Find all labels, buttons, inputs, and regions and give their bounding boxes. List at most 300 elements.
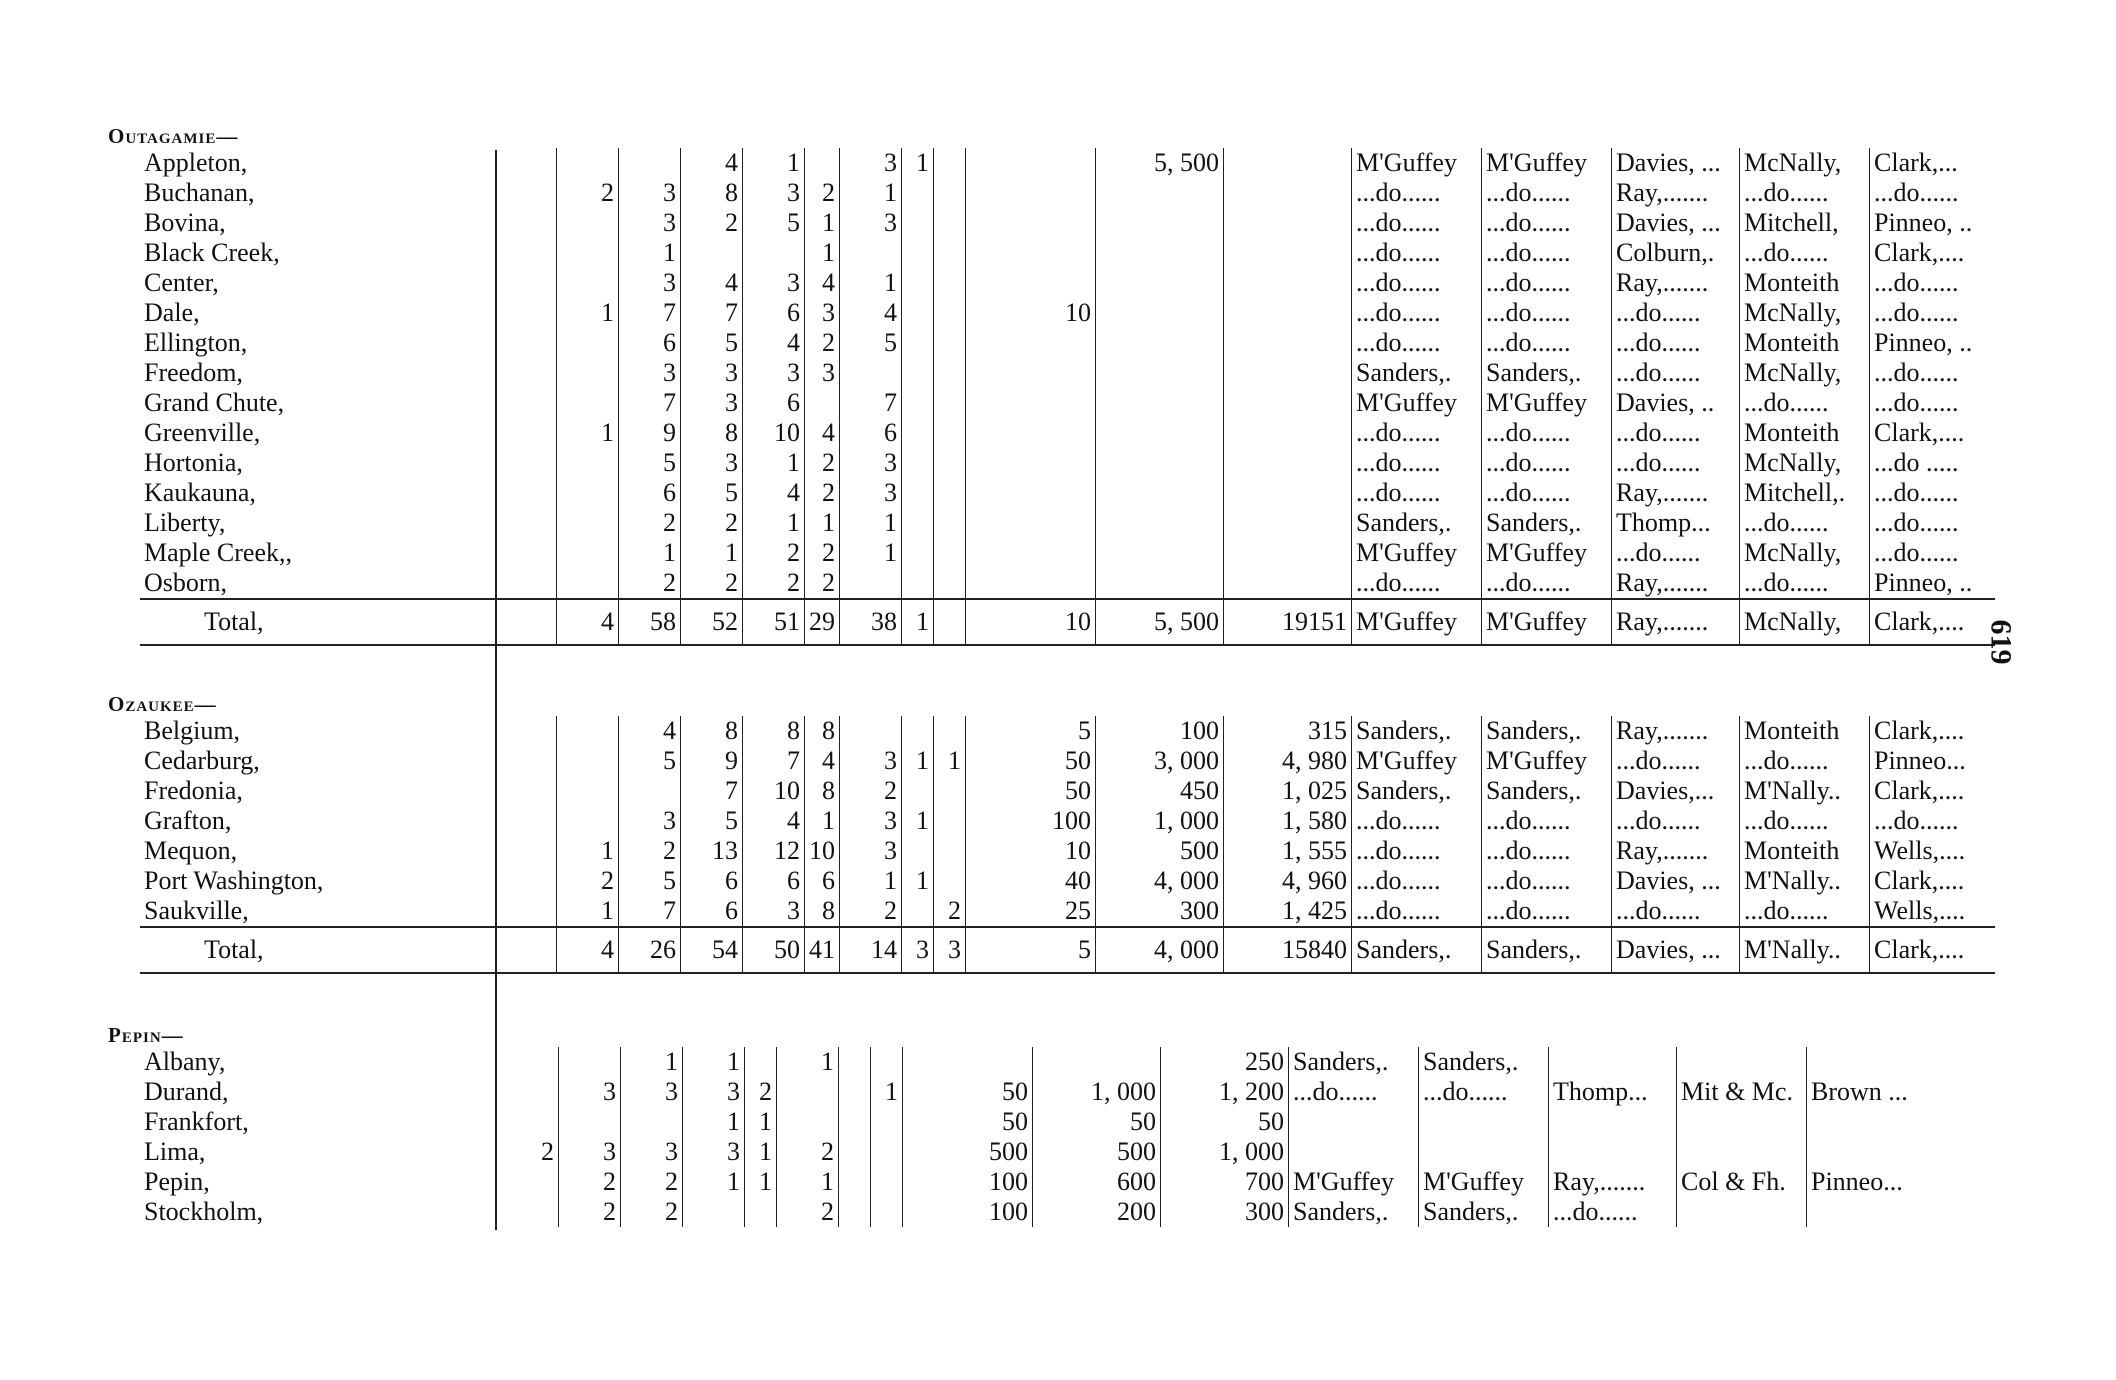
number-cell: 2 (805, 568, 840, 599)
textbook-cell: ...do...... (1352, 418, 1482, 448)
number-cell: 3 (840, 836, 902, 866)
number-cell: 25 (966, 896, 1096, 927)
table-row (140, 208, 1995, 238)
table-row (140, 1197, 1932, 1227)
textbook-cell: ...do...... (1482, 478, 1612, 508)
number-cell (902, 358, 934, 388)
number-cell (934, 866, 966, 896)
number-cell (966, 268, 1096, 298)
town-name: Lima, (144, 1137, 206, 1166)
textbook-cell: ...do...... (1740, 896, 1870, 927)
textbook-cell: ...do...... (1352, 328, 1482, 358)
table-row (140, 866, 1995, 896)
textbook-cell: ...do...... (1352, 896, 1482, 927)
number-cell (1096, 238, 1224, 268)
table-row (140, 806, 1995, 836)
number-cell (839, 1167, 871, 1197)
number-cell: 2 (805, 478, 840, 508)
number-cell (903, 1047, 1033, 1077)
number-cell: 15840 (1224, 927, 1352, 973)
textbook-cell: Clark,.... (1870, 599, 1995, 645)
number-cell: 7 (840, 388, 902, 418)
number-cell: 1 (902, 148, 934, 178)
number-cell: 2 (777, 1197, 839, 1227)
number-cell: 100 (903, 1167, 1033, 1197)
table-row (140, 328, 1995, 358)
number-cell (557, 776, 619, 806)
number-cell (840, 568, 902, 599)
textbook-cell: Sanders,. (1352, 716, 1482, 746)
textbook-cell: Sanders,. (1352, 776, 1482, 806)
textbook-cell: Clark,.... (1870, 866, 1995, 896)
number-cell (497, 1047, 559, 1077)
number-cell: 1 (840, 268, 902, 298)
number-cell: 5 (619, 866, 681, 896)
textbook-cell: ...do...... (1740, 388, 1870, 418)
number-cell: 6 (805, 866, 840, 896)
textbook-cell: Pinneo, .. (1870, 328, 1995, 358)
textbook-cell (1549, 1107, 1677, 1137)
number-cell: 3 (805, 298, 840, 328)
number-cell: 2 (745, 1077, 777, 1107)
number-cell: 51 (743, 599, 805, 645)
textbook-cell: Mitchell, (1740, 208, 1870, 238)
textbook-cell: ...do...... (1612, 448, 1740, 478)
table-row (140, 178, 1995, 208)
number-cell (934, 716, 966, 746)
textbook-cell: McNally, (1740, 599, 1870, 645)
number-cell: 200 (1033, 1197, 1161, 1227)
textbook-cell: M'Nally.. (1740, 866, 1870, 896)
number-cell: 3 (681, 388, 743, 418)
number-cell: 3 (619, 358, 681, 388)
table-row (140, 568, 1995, 599)
number-cell: 2 (621, 1197, 683, 1227)
number-cell (966, 448, 1096, 478)
textbook-cell: M'Guffey (1352, 388, 1482, 418)
number-cell: 3 (840, 148, 902, 178)
number-cell (1224, 508, 1352, 538)
textbook-cell: ...do...... (1352, 568, 1482, 599)
number-cell: 5 (966, 716, 1096, 746)
textbook-cell: ...do...... (1870, 538, 1995, 568)
number-cell (840, 358, 902, 388)
textbook-cell: ...do...... (1352, 298, 1482, 328)
number-cell (839, 1197, 871, 1227)
number-cell: 7 (619, 298, 681, 328)
textbook-cell: Mitchell,. (1740, 478, 1870, 508)
number-cell (745, 1047, 777, 1077)
textbook-cell (1289, 1107, 1419, 1137)
section-table (140, 716, 1995, 974)
textbook-cell: ...do...... (1740, 806, 1870, 836)
textbook-cell: M'Guffey (1482, 538, 1612, 568)
number-cell (966, 178, 1096, 208)
textbook-cell: Davies, ... (1612, 208, 1740, 238)
textbook-cell: M'Guffey (1352, 599, 1482, 645)
number-cell (871, 1137, 903, 1167)
number-cell: 1 (902, 599, 934, 645)
number-cell (934, 836, 966, 866)
textbook-cell: Davies, .. (1612, 388, 1740, 418)
number-cell: 1 (557, 836, 619, 866)
number-cell (934, 599, 966, 645)
number-cell (902, 568, 934, 599)
number-cell: 1 (840, 866, 902, 896)
number-cell (743, 238, 805, 268)
textbook-cell: Thomp... (1549, 1077, 1677, 1107)
textbook-cell: M'Guffey (1482, 746, 1612, 776)
town-name: Freedom, (144, 358, 243, 387)
number-cell (1224, 478, 1352, 508)
number-cell: 3 (840, 806, 902, 836)
number-cell: 10 (966, 599, 1096, 645)
number-cell (557, 268, 619, 298)
textbook-cell: Ray,....... (1612, 568, 1740, 599)
textbook-cell (1807, 1047, 1932, 1077)
number-cell (557, 478, 619, 508)
number-cell: 3 (902, 927, 934, 973)
textbook-cell: ...do...... (1740, 568, 1870, 599)
number-cell: 4 (557, 599, 619, 645)
number-cell: 52 (681, 599, 743, 645)
textbook-cell: ...do...... (1419, 1077, 1549, 1107)
number-cell (619, 776, 681, 806)
number-cell: 41 (805, 927, 840, 973)
textbook-cell: ...do...... (1870, 178, 1995, 208)
number-cell (1224, 538, 1352, 568)
textbook-cell: Pinneo, .. (1870, 568, 1995, 599)
number-cell (839, 1107, 871, 1137)
number-cell (966, 538, 1096, 568)
number-cell (557, 328, 619, 358)
textbook-cell (1807, 1197, 1932, 1227)
number-cell (966, 568, 1096, 599)
number-cell: 6 (681, 866, 743, 896)
number-cell: 3 (934, 927, 966, 973)
textbook-cell: Sanders,. (1482, 927, 1612, 973)
number-cell (559, 1107, 621, 1137)
textbook-cell (1549, 1137, 1677, 1167)
table-row (140, 268, 1995, 298)
number-cell: 8 (805, 776, 840, 806)
number-cell: 1 (743, 508, 805, 538)
number-cell: 1 (621, 1047, 683, 1077)
textbook-cell: ...do...... (1352, 238, 1482, 268)
number-cell: 2 (559, 1167, 621, 1197)
number-cell (966, 478, 1096, 508)
number-cell: 1, 580 (1224, 806, 1352, 836)
number-cell: 100 (1096, 716, 1224, 746)
number-cell (559, 1047, 621, 1077)
textbook-cell: Ray,....... (1549, 1167, 1677, 1197)
textbook-cell: M'Guffey (1419, 1167, 1549, 1197)
number-cell: 2 (557, 178, 619, 208)
number-cell: 1 (871, 1077, 903, 1107)
number-cell: 7 (619, 896, 681, 927)
number-cell: 8 (805, 896, 840, 927)
number-cell (934, 776, 966, 806)
number-cell: 2 (743, 538, 805, 568)
number-cell (966, 508, 1096, 538)
number-cell: 5, 500 (1096, 599, 1224, 645)
number-cell (934, 418, 966, 448)
number-cell: 2 (681, 568, 743, 599)
town-name: Ellington, (144, 328, 248, 357)
textbook-cell: Clark,.... (1870, 716, 1995, 746)
number-cell (1096, 208, 1224, 238)
textbook-cell: Ray,....... (1612, 268, 1740, 298)
number-cell: 250 (1161, 1047, 1289, 1077)
textbook-cell: ...do...... (1482, 298, 1612, 328)
number-cell (557, 508, 619, 538)
textbook-cell: M'Guffey (1482, 388, 1612, 418)
number-cell: 5 (681, 478, 743, 508)
total-label: Total, (140, 599, 557, 645)
number-cell: 12 (743, 836, 805, 866)
textbook-cell: ...do...... (1352, 866, 1482, 896)
number-cell: 4 (840, 298, 902, 328)
textbook-cell: ...do...... (1612, 746, 1740, 776)
number-cell (871, 1107, 903, 1137)
number-cell (934, 268, 966, 298)
number-cell: 8 (743, 716, 805, 746)
textbook-cell: Clark,.... (1870, 418, 1995, 448)
number-cell: 50 (743, 927, 805, 973)
number-cell (745, 1197, 777, 1227)
number-cell: 2 (497, 1137, 559, 1167)
number-cell: 4 (743, 328, 805, 358)
textbook-cell: Davies, ... (1612, 148, 1740, 178)
textbook-cell: Pinneo... (1870, 746, 1995, 776)
number-cell (1096, 268, 1224, 298)
number-cell (497, 1077, 559, 1107)
number-cell: 1 (805, 508, 840, 538)
town-name: Appleton, (144, 148, 248, 177)
table-row (140, 896, 1995, 927)
textbook-cell: ...do...... (1482, 238, 1612, 268)
number-cell: 1 (557, 418, 619, 448)
number-cell: 1, 425 (1224, 896, 1352, 927)
number-cell: 3, 000 (1096, 746, 1224, 776)
number-cell: 1 (743, 448, 805, 478)
number-cell: 1 (902, 806, 934, 836)
town-name: Stockholm, (144, 1197, 264, 1226)
number-cell: 2 (619, 836, 681, 866)
number-cell (966, 208, 1096, 238)
number-cell: 4 (557, 927, 619, 973)
number-cell (902, 836, 934, 866)
textbook-cell: ...do...... (1482, 866, 1612, 896)
number-cell: 7 (619, 388, 681, 418)
number-cell (557, 208, 619, 238)
number-cell (934, 538, 966, 568)
textbook-cell: ...do...... (1352, 178, 1482, 208)
number-cell: 19151 (1224, 599, 1352, 645)
number-cell (1096, 568, 1224, 599)
textbook-cell: ...do...... (1352, 268, 1482, 298)
table-row (140, 238, 1995, 268)
number-cell: 7 (681, 298, 743, 328)
textbook-cell: Ray,....... (1612, 836, 1740, 866)
number-cell: 1 (777, 1167, 839, 1197)
town-name: Liberty, (144, 508, 226, 537)
textbook-cell: ...do...... (1352, 448, 1482, 478)
number-cell: 8 (681, 418, 743, 448)
textbook-cell: Ray,....... (1612, 716, 1740, 746)
number-cell (1224, 268, 1352, 298)
number-cell: 1 (683, 1107, 745, 1137)
textbook-cell: Ray,....... (1612, 599, 1740, 645)
number-cell: 4, 960 (1224, 866, 1352, 896)
number-cell: 3 (743, 896, 805, 927)
number-cell: 5, 500 (1096, 148, 1224, 178)
textbook-cell: ...do...... (1612, 896, 1740, 927)
textbook-cell: McNally, (1740, 148, 1870, 178)
town-name: Osborn, (144, 568, 228, 597)
number-cell: 100 (903, 1197, 1033, 1227)
textbook-cell: Sanders,. (1419, 1197, 1549, 1227)
textbook-cell: Monteith (1740, 268, 1870, 298)
number-cell (902, 298, 934, 328)
textbook-cell: ...do...... (1740, 746, 1870, 776)
number-cell (1224, 358, 1352, 388)
number-cell (1096, 538, 1224, 568)
number-cell: 6 (743, 866, 805, 896)
number-cell (777, 1077, 839, 1107)
table-row (140, 508, 1995, 538)
town-name: Center, (144, 268, 219, 297)
textbook-cell: ...do...... (1352, 478, 1482, 508)
textbook-cell: Davies, ... (1612, 866, 1740, 896)
number-cell: 1, 025 (1224, 776, 1352, 806)
textbook-cell: M'Nally.. (1740, 776, 1870, 806)
textbook-cell: Clark,.... (1870, 238, 1995, 268)
number-cell (1096, 298, 1224, 328)
table-row (140, 1107, 1932, 1137)
textbook-cell (1807, 1107, 1932, 1137)
textbook-cell: Sanders,. (1482, 508, 1612, 538)
textbook-cell (1677, 1197, 1807, 1227)
number-cell (902, 328, 934, 358)
number-cell: 1 (840, 508, 902, 538)
number-cell (902, 716, 934, 746)
number-cell: 1, 200 (1161, 1077, 1289, 1107)
number-cell: 1 (681, 538, 743, 568)
textbook-cell: ...do...... (1482, 448, 1612, 478)
number-cell (681, 238, 743, 268)
number-cell: 50 (1161, 1107, 1289, 1137)
number-cell (557, 746, 619, 776)
number-cell: 3 (743, 268, 805, 298)
number-cell (805, 388, 840, 418)
number-cell: 1 (902, 866, 934, 896)
number-cell: 4 (805, 418, 840, 448)
number-cell (1096, 388, 1224, 418)
number-cell (934, 238, 966, 268)
table-row (140, 298, 1995, 328)
number-cell: 4, 000 (1096, 927, 1224, 973)
number-cell: 500 (1096, 836, 1224, 866)
textbook-cell: Sanders,. (1352, 358, 1482, 388)
section-title: Outagamie— (108, 124, 239, 148)
number-cell: 2 (840, 776, 902, 806)
number-cell: 2 (557, 866, 619, 896)
textbook-cell: M'Guffey (1352, 538, 1482, 568)
textbook-cell: Davies,... (1612, 776, 1740, 806)
number-cell (683, 1197, 745, 1227)
number-cell: 450 (1096, 776, 1224, 806)
textbook-cell: ...do...... (1870, 358, 1995, 388)
number-cell: 3 (619, 806, 681, 836)
number-cell: 50 (903, 1077, 1033, 1107)
number-cell: 3 (559, 1137, 621, 1167)
textbook-cell: Sanders,. (1352, 508, 1482, 538)
number-cell: 6 (619, 478, 681, 508)
textbook-cell: ...do...... (1870, 268, 1995, 298)
number-cell: 2 (619, 508, 681, 538)
number-cell: 1 (745, 1107, 777, 1137)
number-cell: 5 (743, 208, 805, 238)
textbook-cell: ...do...... (1870, 298, 1995, 328)
page-number: 619 (1984, 619, 2018, 665)
number-cell: 3 (840, 448, 902, 478)
number-cell (1224, 328, 1352, 358)
number-cell (966, 418, 1096, 448)
number-cell: 13 (681, 836, 743, 866)
number-cell: 1 (557, 298, 619, 328)
number-cell (934, 208, 966, 238)
textbook-cell: ...do...... (1352, 806, 1482, 836)
number-cell (934, 806, 966, 836)
number-cell (1224, 238, 1352, 268)
town-name: Fredonia, (144, 776, 243, 805)
town-name: Belgium, (144, 716, 241, 745)
number-cell: 1 (777, 1047, 839, 1077)
number-cell: 1, 000 (1096, 806, 1224, 836)
town-name: Dale, (144, 298, 200, 327)
number-cell: 4 (805, 268, 840, 298)
number-cell (934, 328, 966, 358)
textbook-cell (1419, 1137, 1549, 1167)
textbook-cell: Ray,....... (1612, 178, 1740, 208)
town-name: Grand Chute, (144, 388, 285, 417)
textbook-cell: McNally, (1740, 298, 1870, 328)
number-cell: 7 (743, 746, 805, 776)
table-row (140, 836, 1995, 866)
number-cell (557, 448, 619, 478)
textbook-cell: Colburn,. (1612, 238, 1740, 268)
town-name: Buchanan, (144, 178, 255, 207)
number-cell: 1, 000 (1161, 1137, 1289, 1167)
number-cell (934, 298, 966, 328)
number-cell: 500 (903, 1137, 1033, 1167)
number-cell (839, 1047, 871, 1077)
number-cell (1224, 568, 1352, 599)
number-cell: 4 (681, 148, 743, 178)
textbook-cell: ...do...... (1482, 178, 1612, 208)
textbook-cell (1677, 1137, 1807, 1167)
number-cell (934, 568, 966, 599)
number-cell: 2 (681, 508, 743, 538)
number-cell (902, 208, 934, 238)
number-cell: 3 (743, 358, 805, 388)
number-cell (966, 148, 1096, 178)
number-cell (871, 1047, 903, 1077)
textbook-cell: M'Guffey (1289, 1167, 1419, 1197)
number-cell: 6 (681, 896, 743, 927)
number-cell: 8 (681, 716, 743, 746)
